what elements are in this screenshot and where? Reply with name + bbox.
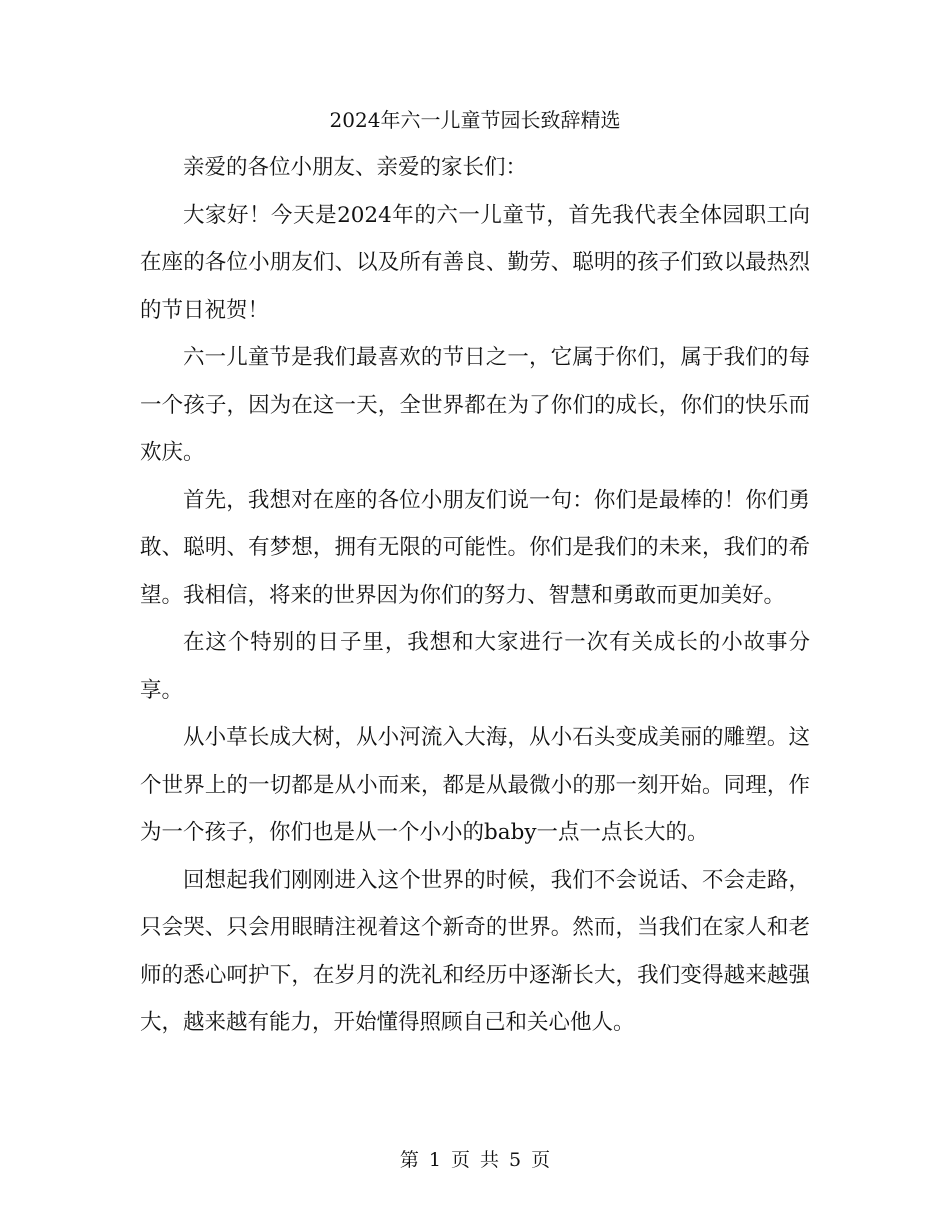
body-paragraph: 大家好！今天是2024年的六一儿童节，首先我代表全体园职工向在座的各位小朋友们、以及所有善良、勤劳、聪明的孩子们致以最热烈的节日祝贺！ bbox=[140, 202, 810, 323]
page-number-footer: 第 1 页 共 5 页 bbox=[399, 1149, 551, 1171]
body-paragraph: 在这个特别的日子里，我想和大家进行一次有关成长的小故事分享。 bbox=[140, 630, 810, 703]
document-title: 2024年六一儿童节园长致辞精选 bbox=[329, 108, 621, 132]
body-paragraph: 从小草长成大树，从小河流入大海，从小石头变成美丽的雕塑。这个世界上的一切都是从小而来，都是从最微小的那一刻开始。同理，作为一个孩子，你们也是从一个小小的baby一点一点长大的。 bbox=[140, 725, 810, 845]
document-body bbox=[140, 144, 810, 1047]
salutation-paragraph: 亲爱的各位小朋友、亲爱的家长们： bbox=[183, 155, 528, 180]
body-paragraph: 首先，我想对在座的各位小朋友们说一句：你们是最棒的！你们勇敢、聪明、有梦想，拥有无限的可能性。你们是我们的未来，我们的希望。我相信，将来的世界因为你们的努力、智慧和勇敢而更加美好。 bbox=[140, 487, 810, 608]
body-paragraph: 六一儿童节是我们最喜欢的节日之一，它属于你们，属于我们的每一个孩子，因为在这一天，全世界都在为了你们的成长，你们的快乐而欢庆。 bbox=[140, 345, 810, 465]
body-paragraph: 回想起我们刚刚进入这个世界的时候，我们不会说话、不会走路，只会哭、只会用眼睛注视着这个新奇的世界。然而，当我们在家人和老师的悉心呵护下，在岁月的洗礼和经历中逐渐长大，我们变得越来越强大，越来越有能力，开始懂得照顾自己和关心他人。 bbox=[140, 867, 810, 1035]
